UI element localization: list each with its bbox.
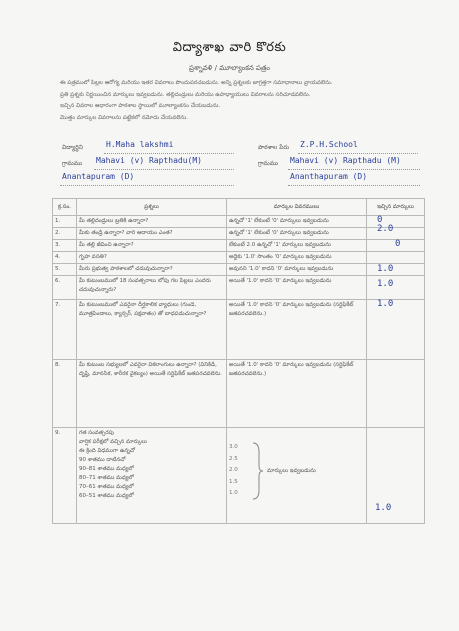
- row-marks-info: [227, 428, 367, 524]
- row-question: మీకు తండ్రి ఉన్నారా? వారి ఆదాయం ఎంత?: [77, 228, 227, 240]
- village-underline-right: [288, 169, 420, 170]
- district-value-right: Ananthapuram (D): [290, 172, 368, 181]
- row-number: 3.: [53, 240, 77, 252]
- marks-note: మార్కులు ఇవ్వబడును: [267, 468, 316, 474]
- row-number: 1.: [53, 216, 77, 228]
- row-number: 4.: [53, 252, 77, 264]
- scale-value: 1.5: [229, 478, 238, 485]
- row-question: మీరు ప్రభుత్వ పాఠశాలలో చదువుచున్నారా?: [77, 264, 227, 276]
- school-name-label: పాఠశాల పేరు: [258, 144, 290, 151]
- given-mark: 1.0: [377, 264, 394, 274]
- row-question: మీ తల్లిదండ్రులు బ్రతికి ఉన్నారా?: [77, 216, 227, 228]
- table-row: [53, 264, 425, 276]
- row-marks-info: ఉన్నచో '1' లేకుంటే '0' మార్కులు ఇవ్వబడును: [227, 216, 367, 228]
- row-number: 2.: [53, 228, 77, 240]
- document-subtitle: ప్రశ్నావళి / మూల్యాంకన పత్రం: [188, 64, 270, 72]
- village-underline: [94, 169, 234, 170]
- given-mark: 1.0: [377, 279, 394, 289]
- row-number: 8.: [53, 360, 77, 428]
- table-row: [53, 240, 425, 252]
- question-line: 60–51 శాతము మధ్యలో: [79, 493, 134, 499]
- question-line: 80–71 శాతము మధ్యలో: [79, 475, 134, 481]
- document-title: విద్యాశాఖ వారి కొరకు: [172, 40, 287, 55]
- row-marks-info: అయితే '1.0' కాదని '0' మార్కులు ఇవ్వబడును: [227, 276, 367, 300]
- district-value: Anantapuram (D): [62, 172, 135, 181]
- scale-value: 2.5: [229, 455, 238, 462]
- row-given-marks-cell: [367, 252, 425, 264]
- table-row: [53, 428, 425, 524]
- given-mark: 1.0: [377, 299, 394, 309]
- given-mark: 0: [377, 215, 383, 225]
- row-marks-info: లేకుంటే 2.0 ఉన్నచో '1' మార్కులు ఇవ్వబడును: [227, 240, 367, 252]
- table-row: [53, 216, 425, 228]
- curly-brace-icon: [251, 442, 265, 500]
- row-marks-info: అయితే '1.0' కాదని '0' మార్కులు ఇవ్వబడును (సర్టిఫికేట్ జతపరచవలెను.): [227, 360, 367, 428]
- table-row: [53, 252, 425, 264]
- row-question: మీ కుటుంబములో ఎవరైనా దీర్ఘకాలిక వ్యాధులు (గుండె, మూత్రపిండాలు, క్యాన్సర్, పక్షవాతం) తో బాధపడుచున్నారా?: [77, 300, 227, 360]
- intro-line: ప్రతి ప్రశ్నకు నిర్ణయించిన మార్కులు ఇవ్వబడును. తల్లిదండ్రులు మరియు ఉపాధ్యాయులు వివరాలను సరిచూడవలెను.: [60, 91, 311, 98]
- marks-scale: [229, 442, 238, 500]
- school-name-underline: [298, 153, 418, 154]
- row-question: గృహ వసతి?: [77, 252, 227, 264]
- row-question: [77, 428, 227, 524]
- intro-line: ఇచ్చిన వివరాల ఆధారంగా పాఠశాల స్థాయిలో మూల్యాంకనం చేయబడును.: [60, 103, 221, 110]
- question-line: ఈ క్రింది విధముగా ఉన్నచో: [79, 448, 135, 454]
- row-given-marks-cell: [367, 360, 425, 428]
- header-given-marks: ఇచ్చిన మార్కులు: [367, 199, 425, 216]
- row-given-marks-cell: [367, 224, 425, 240]
- questionnaire-table: [52, 198, 425, 524]
- intro-line: ఈ పత్రములో పిల్లల ఆరోగ్య మరియు ఇతర వివరాలు పొందుపరచబడును. అన్ని ప్రశ్నలకు జాగ్రత్తగా సమాధానాలు వ్రాయవలెను.: [60, 80, 333, 86]
- row-given-marks-cell: [367, 264, 425, 276]
- row-marks-info: అవునని '1.0' కాదని '0' మార్కులు ఇవ్వబడును: [227, 264, 367, 276]
- village-value-right: Mahavi (v) Rapthadu (M): [290, 156, 401, 165]
- header-serial: క్ర.సం.: [53, 199, 77, 216]
- village-label: గ్రామము: [62, 160, 83, 167]
- row-number: 5.: [53, 264, 77, 276]
- row-marks-info: ఉన్నచో '1' లేకుంటే '0' మార్కులు ఇవ్వబడును: [227, 228, 367, 240]
- given-mark: 1.0: [375, 503, 392, 513]
- row-question: మీ కుటుంబ సభ్యులలో ఎవరైనా వికలాంగులు ఉన్నారా? (వినికిడి, దృష్టి, మానసిక, శారీరక వైకల్యం) అయితే సర్టిఫికేట్ జతపరచవలెను.: [77, 360, 227, 428]
- student-name-value: H.Maha lakshmi: [106, 140, 174, 149]
- row-given-marks-cell: [367, 276, 425, 300]
- student-name-underline: [104, 153, 234, 154]
- given-mark: 2.0: [377, 224, 394, 234]
- scale-value: 1.0: [229, 490, 238, 496]
- village-value: Mahavi (v) Rapthadu(M): [96, 156, 202, 165]
- row-given-marks-cell: [367, 216, 425, 228]
- question-line: 70–61 శాతము మధ్యలో: [79, 484, 134, 490]
- row-given-marks-cell: [367, 428, 425, 524]
- district-underline-right: [288, 185, 420, 186]
- district-underline: [60, 185, 234, 186]
- question-line: గత సంవత్సరపు: [79, 430, 114, 436]
- scale-value: 2.0: [229, 467, 238, 473]
- row-number: 9.: [53, 428, 77, 524]
- intro-paragraph: [60, 78, 428, 124]
- row-marks-info: అయితే '1.0' కాదని '0' మార్కులు ఇవ్వబడును (సర్టిఫికేట్ జతపరచవలెను.): [227, 300, 367, 360]
- question-line: 90 శాతము దాటినచో: [79, 457, 126, 463]
- table-row: [53, 360, 425, 428]
- row-marks-info: అద్దెకు '1.0' సొంతం '0' మార్కులు ఇవ్వబడును: [227, 252, 367, 264]
- row-question: మీ కుటుంబములో 18 సంవత్సరాలు లోపు గల పిల్లలు ఎందరు చదువుచున్నారు?: [77, 276, 227, 300]
- header-questions: ప్రశ్నలు: [77, 199, 227, 216]
- question-line: వార్షిక పరీక్షలో వచ్చిన మార్కులు: [79, 439, 148, 445]
- intro-line: మొత్తం మార్కుల వివరాలను పట్టికలో నమోదు చేయవలెను.: [60, 114, 188, 121]
- row-question: మీ తల్లి జీవించి ఉన్నారా?: [77, 240, 227, 252]
- row-given-marks-cell: [367, 300, 425, 360]
- row-number: 7.: [53, 300, 77, 360]
- table-row: [53, 276, 425, 300]
- row-given-marks-cell: [367, 240, 425, 252]
- row-number: 6.: [53, 276, 77, 300]
- scale-value: 3.0: [229, 444, 238, 450]
- given-mark: 0: [395, 239, 401, 249]
- header-marks-info: మార్కుల వివరములు: [227, 199, 367, 216]
- village-label-right: గ్రామము: [258, 160, 279, 167]
- table-row: [53, 228, 425, 240]
- question-line: 90–81 శాతము మధ్యలో: [79, 466, 134, 472]
- student-name-label: విద్యార్థిని: [62, 144, 84, 151]
- table-header-row: [53, 199, 425, 216]
- table-row: [53, 300, 425, 360]
- school-name-value: Z.P.H.School: [300, 140, 358, 149]
